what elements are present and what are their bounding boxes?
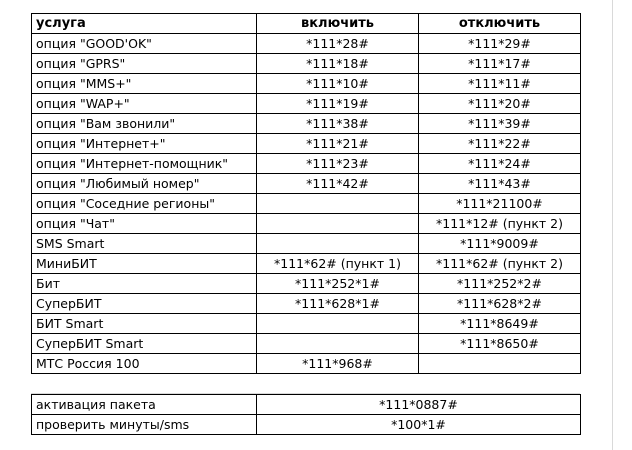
disable-code-cell[interactable]: *111*20#: [419, 94, 581, 114]
enable-code-cell[interactable]: *111*252*1#: [257, 274, 419, 294]
enable-code-cell[interactable]: [257, 214, 419, 234]
table-row: [32, 354, 581, 374]
disable-code-cell[interactable]: *111*22#: [419, 134, 581, 154]
ussd-codes-table: [31, 13, 581, 374]
service-cell[interactable]: СуперБИТ: [32, 294, 257, 314]
grid-line: [612, 0, 613, 450]
disable-code-cell[interactable]: *111*43#: [419, 174, 581, 194]
service-cell[interactable]: СуперБИТ Smart: [32, 334, 257, 354]
enable-code-cell[interactable]: [257, 194, 419, 214]
enable-code-cell[interactable]: *111*21#: [257, 134, 419, 154]
enable-code-cell[interactable]: [257, 334, 419, 354]
table-row: [32, 334, 581, 354]
service-cell[interactable]: опция "Чат": [32, 214, 257, 234]
enable-code-cell[interactable]: *111*62# (пункт 1): [257, 254, 419, 274]
enable-code-cell[interactable]: *111*42#: [257, 174, 419, 194]
table-row: [32, 54, 581, 74]
service-cell[interactable]: МиниБИТ: [32, 254, 257, 274]
package-table: [31, 394, 581, 435]
enable-code-cell[interactable]: *111*18#: [257, 54, 419, 74]
header-service[interactable]: услуга: [32, 14, 257, 34]
table-row: [32, 254, 581, 274]
header-disable[interactable]: отключить: [419, 14, 581, 34]
action-cell[interactable]: активация пакета: [32, 395, 257, 415]
service-cell[interactable]: опция "Соседние регионы": [32, 194, 257, 214]
table-row: [32, 314, 581, 334]
service-cell[interactable]: опция "GOOD'OK": [32, 34, 257, 54]
enable-code-cell[interactable]: *111*968#: [257, 354, 419, 374]
table-row: [32, 74, 581, 94]
header-row: [32, 14, 581, 34]
service-cell[interactable]: опция "WAP+": [32, 94, 257, 114]
enable-code-cell[interactable]: [257, 314, 419, 334]
action-cell[interactable]: проверить минуты/sms: [32, 415, 257, 435]
enable-code-cell[interactable]: *111*38#: [257, 114, 419, 134]
service-cell[interactable]: SMS Smart: [32, 234, 257, 254]
header-enable[interactable]: включить: [257, 14, 419, 34]
disable-code-cell[interactable]: *111*9009#: [419, 234, 581, 254]
service-cell[interactable]: МТС Россия 100: [32, 354, 257, 374]
disable-code-cell[interactable]: *111*252*2#: [419, 274, 581, 294]
disable-code-cell[interactable]: *111*11#: [419, 74, 581, 94]
disable-code-cell[interactable]: *111*39#: [419, 114, 581, 134]
table-row: [32, 395, 581, 415]
empty-row: [31, 373, 580, 394]
enable-code-cell[interactable]: *111*28#: [257, 34, 419, 54]
code-cell[interactable]: *100*1#: [257, 415, 581, 435]
enable-code-cell[interactable]: *111*628*1#: [257, 294, 419, 314]
enable-code-cell[interactable]: [257, 234, 419, 254]
service-cell[interactable]: опция "Вам звонили": [32, 114, 257, 134]
code-cell[interactable]: *111*0887#: [257, 395, 581, 415]
disable-code-cell[interactable]: *111*21100#: [419, 194, 581, 214]
table-row: [32, 214, 581, 234]
service-cell[interactable]: опция "Интернет+": [32, 134, 257, 154]
table-row: [32, 154, 581, 174]
service-cell[interactable]: опция "GPRS": [32, 54, 257, 74]
table-row: [32, 134, 581, 154]
table-row: [32, 234, 581, 254]
disable-code-cell[interactable]: *111*8650#: [419, 334, 581, 354]
enable-code-cell[interactable]: *111*10#: [257, 74, 419, 94]
service-cell[interactable]: опция "Интернет-помощник": [32, 154, 257, 174]
disable-code-cell[interactable]: *111*628*2#: [419, 294, 581, 314]
enable-code-cell[interactable]: *111*19#: [257, 94, 419, 114]
table-row: [32, 34, 581, 54]
disable-code-cell[interactable]: *111*62# (пункт 2): [419, 254, 581, 274]
disable-code-cell[interactable]: *111*17#: [419, 54, 581, 74]
disable-code-cell[interactable]: *111*8649#: [419, 314, 581, 334]
disable-code-cell[interactable]: *111*12# (пункт 2): [419, 214, 581, 234]
table-row: [32, 114, 581, 134]
service-cell[interactable]: опция "MMS+": [32, 74, 257, 94]
table-row: [32, 415, 581, 435]
enable-code-cell[interactable]: *111*23#: [257, 154, 419, 174]
service-cell[interactable]: БИТ Smart: [32, 314, 257, 334]
disable-code-cell[interactable]: *111*29#: [419, 34, 581, 54]
table-row: [32, 294, 581, 314]
service-cell[interactable]: Бит: [32, 274, 257, 294]
table-row: [32, 174, 581, 194]
disable-code-cell[interactable]: *111*24#: [419, 154, 581, 174]
table-row: [32, 274, 581, 294]
disable-code-cell[interactable]: [419, 354, 581, 374]
service-cell[interactable]: опция "Любимый номер": [32, 174, 257, 194]
table-row: [32, 194, 581, 214]
table-row: [32, 94, 581, 114]
